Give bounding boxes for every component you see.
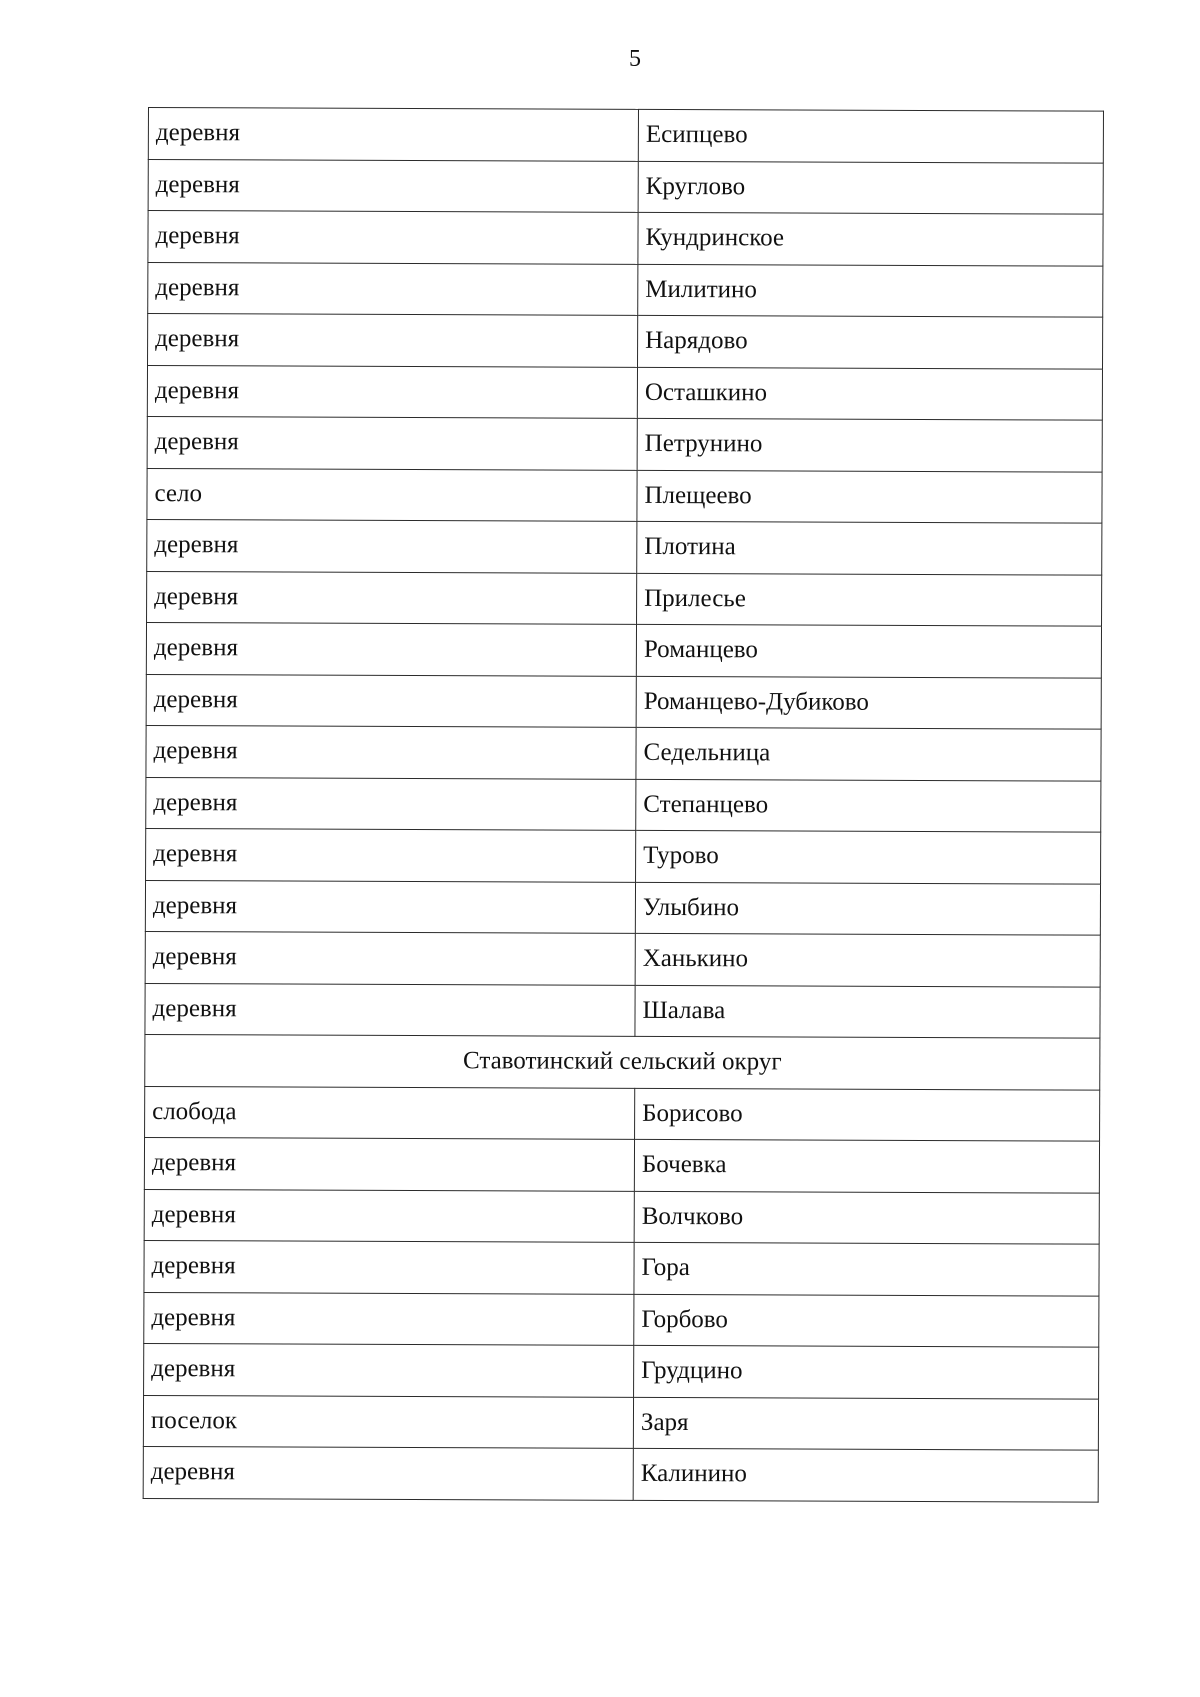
page-number: 5 xyxy=(629,46,641,72)
section-title: Ставотинский сельский округ xyxy=(145,1034,1100,1089)
table-row xyxy=(147,416,1102,471)
table-row xyxy=(146,674,1101,729)
table-row xyxy=(148,108,1103,163)
settlement-name-cell: Турово xyxy=(636,830,1101,883)
table-row xyxy=(145,880,1100,935)
table-body xyxy=(143,108,1103,1502)
settlement-type-cell: деревня xyxy=(145,983,635,1036)
table-row xyxy=(143,1395,1098,1450)
settlement-type-cell: деревня xyxy=(148,211,638,264)
settlement-name-cell: Романцево-Дубиково xyxy=(636,676,1101,729)
settlement-type-cell: деревня xyxy=(148,314,638,367)
settlement-type-cell: деревня xyxy=(146,777,636,830)
settlement-type-cell: деревня xyxy=(146,725,636,778)
settlement-type-cell: деревня xyxy=(144,1343,634,1396)
settlement-type-cell: деревня xyxy=(144,1292,634,1345)
settlement-type-cell: деревня xyxy=(144,1137,634,1190)
table-row xyxy=(148,262,1103,317)
settlement-name-cell: Осташкино xyxy=(637,367,1102,420)
table-row xyxy=(144,1343,1099,1398)
settlement-name-cell: Милитино xyxy=(638,264,1103,317)
table-row xyxy=(143,1446,1098,1501)
settlement-name-cell: Романцево xyxy=(636,624,1101,677)
settlement-name-cell: Прилесье xyxy=(637,573,1102,626)
settlement-type-cell: деревня xyxy=(148,262,638,315)
settlement-name-cell: Волчково xyxy=(634,1191,1099,1244)
table-row xyxy=(147,468,1102,523)
table-row xyxy=(144,1292,1099,1347)
settlement-type-cell: деревня xyxy=(147,571,637,624)
settlement-type-cell: деревня xyxy=(146,674,636,727)
table-row xyxy=(144,1240,1099,1295)
table-row xyxy=(145,1086,1100,1141)
settlement-name-cell: Седельница xyxy=(636,727,1101,780)
settlement-name-cell: Есипцево xyxy=(638,109,1103,162)
settlement-type-cell: деревня xyxy=(145,880,635,933)
settlement-name-cell: Ханькино xyxy=(635,933,1100,986)
table-row xyxy=(146,777,1101,832)
settlement-name-cell: Заря xyxy=(633,1397,1098,1450)
settlement-name-cell: Петрунино xyxy=(637,418,1102,471)
table-row xyxy=(148,159,1103,214)
table-row xyxy=(147,519,1102,574)
table-row xyxy=(145,931,1100,986)
table-row xyxy=(148,314,1103,369)
settlement-type-cell: деревня xyxy=(148,159,638,212)
settlement-type-cell: село xyxy=(147,468,637,521)
settlement-type-cell: деревня xyxy=(144,1189,634,1242)
settlement-type-cell: деревня xyxy=(144,1240,634,1293)
settlement-type-cell: деревня xyxy=(145,931,635,984)
settlement-type-cell: деревня xyxy=(148,108,638,161)
settlement-name-cell: Плотина xyxy=(637,521,1102,574)
table-row xyxy=(146,725,1101,780)
settlement-name-cell: Степанцево xyxy=(636,779,1101,832)
table-row xyxy=(145,983,1100,1038)
table-row xyxy=(144,1189,1099,1244)
settlement-name-cell: Улыбино xyxy=(635,882,1100,935)
settlement-type-cell: поселок xyxy=(143,1395,633,1448)
settlement-name-cell: Гора xyxy=(634,1242,1099,1295)
settlement-type-cell: деревня xyxy=(147,519,637,572)
table-row xyxy=(148,211,1103,266)
settlement-name-cell: Нарядово xyxy=(638,315,1103,368)
settlements-table xyxy=(143,107,1104,1502)
table-row xyxy=(146,828,1101,883)
settlement-name-cell: Калинино xyxy=(633,1448,1098,1501)
settlement-name-cell: Грудцино xyxy=(634,1345,1099,1398)
settlement-type-cell: деревня xyxy=(146,828,636,881)
settlement-name-cell: Круглово xyxy=(638,161,1103,214)
settlement-name-cell: Шалава xyxy=(635,985,1100,1038)
settlement-name-cell: Плещеево xyxy=(637,470,1102,523)
settlement-type-cell: деревня xyxy=(147,365,637,418)
settlement-name-cell: Горбово xyxy=(634,1294,1099,1347)
settlement-type-cell: деревня xyxy=(146,622,636,675)
table-row xyxy=(147,571,1102,626)
settlement-type-cell: деревня xyxy=(143,1446,633,1499)
table-row xyxy=(147,365,1102,420)
settlement-type-cell: слобода xyxy=(145,1086,635,1139)
settlement-name-cell: Бочевка xyxy=(634,1139,1099,1192)
table-row xyxy=(144,1137,1099,1192)
section-header-row xyxy=(145,1034,1100,1089)
settlement-name-cell: Кундринское xyxy=(638,212,1103,265)
table-row xyxy=(146,622,1101,677)
settlement-name-cell: Борисово xyxy=(635,1088,1100,1141)
settlement-type-cell: деревня xyxy=(147,416,637,469)
